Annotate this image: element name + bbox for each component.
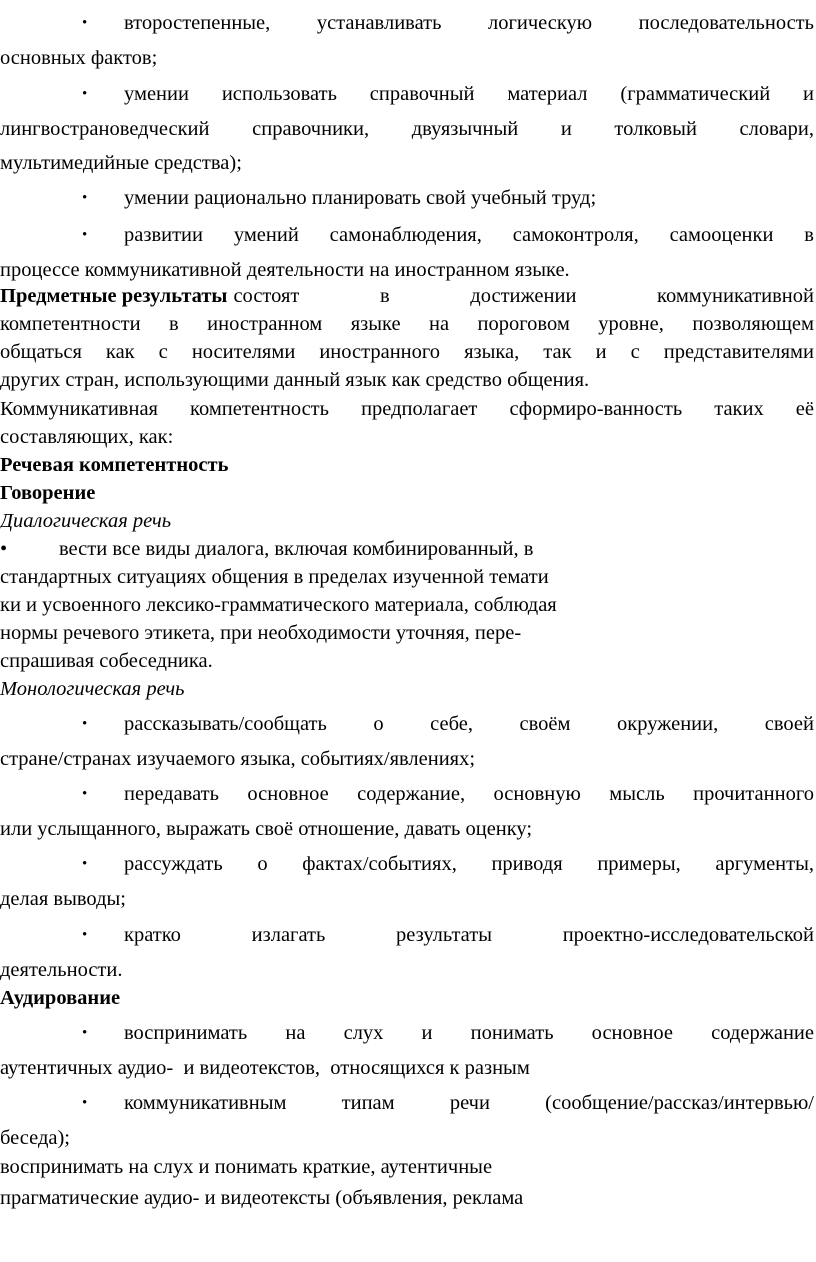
paragraph-line: других стран, использующими данный язык как средство общения.: [0, 369, 590, 391]
list-item-line: кратко излагать результаты проектно-исследовательской: [124, 924, 814, 946]
paragraph-line: Коммуникативная компетентность предполагает сформиро-ванность таких её: [0, 398, 814, 420]
bullet-icon: •: [82, 1095, 88, 1111]
paragraph-line: общаться как с носителями иностранного языка, так и с представителями: [0, 341, 814, 363]
list-item-line: аутентичных аудио- и видеотекстов, относящихся к разным: [0, 1057, 530, 1079]
list-item-line: нормы речевого этикета, при необходимости уточняя, пере-: [0, 622, 522, 644]
list-item-line: процессе коммуникативной деятельности на иностранном языке.: [0, 259, 570, 281]
subsection-heading: Монологическая речь: [0, 678, 185, 700]
subject-results-label: Предметные результаты: [0, 285, 228, 307]
paragraph-line: воспринимать на слух и понимать краткие, аутентичные: [0, 1156, 493, 1178]
list-item-line: спрашивая собеседника.: [0, 650, 213, 672]
list-item-line: стандартных ситуациях общения в пределах изученной темати: [0, 566, 549, 588]
list-item-line: передавать основное содержание, основную мысль прочитанного: [124, 783, 814, 805]
list-item-line: лингвострановедческий справочники, двуязычный и толковый словари,: [0, 118, 814, 140]
list-item-line: вести все виды диалога, включая комбинированный, в: [59, 538, 534, 560]
section-heading: Аудирование: [0, 987, 121, 1009]
list-item-line: воспринимать на слух и понимать основное содержание: [124, 1022, 814, 1044]
list-item-line: коммуникативным типам речи (сообщение/рассказ/интервью/: [124, 1092, 814, 1114]
list-item-line: умении использовать справочный материал (грамматический и: [124, 83, 814, 105]
list-item-line: развитии умений самонаблюдения, самоконтроля, самооценки в: [124, 224, 814, 246]
bullet-icon: •: [82, 786, 88, 802]
paragraph-text: состоят в достижении коммуникативной: [233, 285, 814, 307]
bullet-icon: •: [82, 1025, 88, 1041]
section-heading: Речевая компетентность: [0, 454, 229, 476]
list-item-line: рассуждать о фактах/событиях, приводя примеры, аргументы,: [124, 853, 814, 875]
list-item-line: делая выводы;: [0, 888, 126, 910]
list-item-line: беседа);: [0, 1127, 70, 1149]
bullet-icon: •: [82, 15, 88, 31]
list-item-line: мультимедийные средства);: [0, 152, 242, 174]
paragraph-line: составляющих, как:: [0, 426, 174, 448]
bullet-icon: •: [82, 227, 88, 243]
bullet-icon: •: [82, 190, 88, 206]
list-item-line: стране/странах изучаемого языка, событиях/явлениях;: [0, 748, 476, 770]
list-item-line: или услыщанного, выражать своё отношение, давать оценку;: [0, 818, 533, 840]
list-item-line: рассказывать/сообщать о себе, своём окружении, своей: [124, 713, 814, 735]
bullet-icon: •: [82, 927, 88, 943]
subject-results-line1: [0, 282, 814, 310]
bullet-icon: •: [82, 716, 88, 732]
list-item-line: второстепенные, устанавливать логическую последовательность: [124, 12, 814, 34]
paragraph-line: компетентности в иностранном языке на пороговом уровне, позволяющем: [0, 313, 814, 335]
list-item-line: деятельности.: [0, 959, 123, 981]
bullet-icon: •: [0, 538, 8, 560]
bullet-icon: •: [82, 86, 88, 102]
subsection-heading: Диалогическая речь: [0, 510, 172, 532]
list-item-line: умении рационально планировать свой учебный труд;: [124, 187, 597, 209]
paragraph-line: прагматические аудио- и видеотексты (объявления, реклама: [0, 1187, 524, 1209]
bullet-icon: •: [82, 856, 88, 872]
list-item-line: ки и усвоенного лексико-грамматического материала, соблюдая: [0, 594, 557, 616]
list-item-line: основных фактов;: [0, 47, 158, 69]
section-heading: Говорение: [0, 482, 96, 504]
